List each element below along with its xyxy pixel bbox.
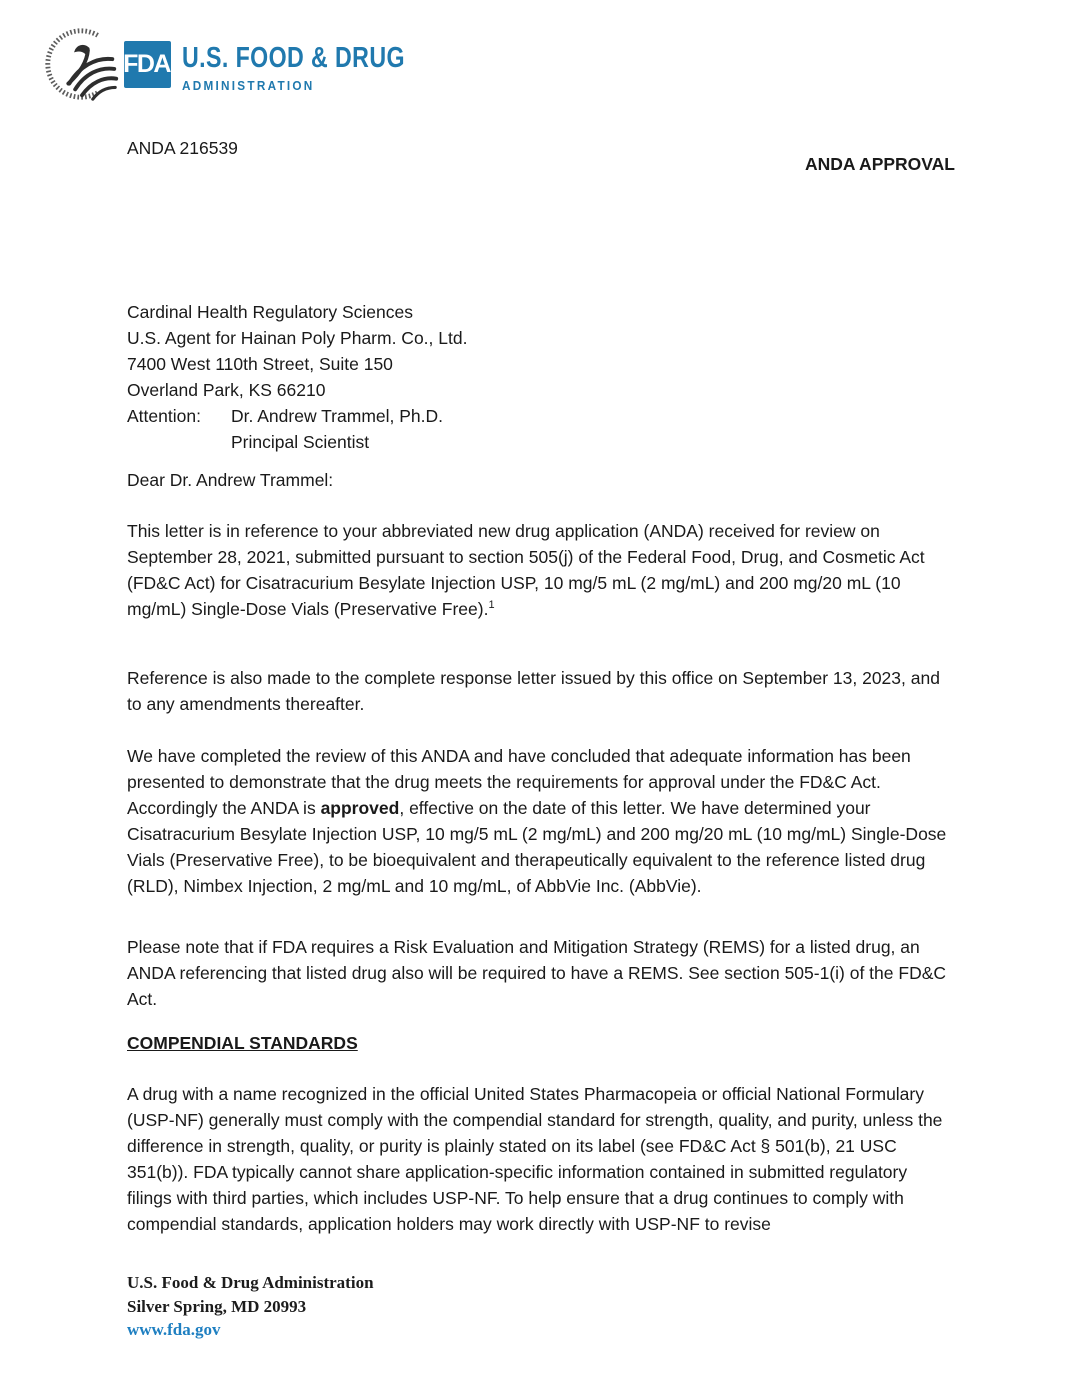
fda-logo-subtitle: ADMINISTRATION xyxy=(182,79,315,93)
attention-title-line xyxy=(127,429,951,455)
page-footer xyxy=(127,1271,374,1342)
hhs-seal-icon xyxy=(42,22,124,106)
paragraph-crl-reference: Reference is also made to the complete response letter issued by this office on September 13, 2023, and to any amendments thereafter. xyxy=(127,668,940,714)
attention-label: Attention: xyxy=(127,406,201,426)
address-line: Cardinal Health Regulatory Sciences xyxy=(127,302,413,322)
attention-name: Dr. Andrew Trammel, Ph.D. xyxy=(231,406,444,426)
paragraph-approval-statement xyxy=(127,743,951,899)
address-line: U.S. Agent for Hainan Poly Pharm. Co., Ltd. xyxy=(127,328,468,348)
address-line: 7400 West 110th Street, Suite 150 xyxy=(127,354,393,374)
footnote-reference: 1 xyxy=(488,599,495,612)
paragraph-text: This letter is in reference to your abbreviated new drug application (ANDA) received for review on September 28, 2021, submitted pursuant to section 505(j) of the Federal Food, Drug, and Cosmetic Act (FD&C Act) for Cisatracurium Besylate Injection USP, 10 mg/5 mL (2 mg/mL) and 200 mg/20 mL (10 mg/mL) Single-Dose Vials (Preservative Free). xyxy=(127,521,925,619)
paragraph-rems-note: Please note that if FDA requires a Risk Evaluation and Mitigation Strategy (REMS) for a listed drug, an ANDA referencing that listed drug also will be required to have a REMS. See section 505-1(i) of the FD&C Act. xyxy=(127,937,947,1009)
approval-heading: ANDA APPROVAL xyxy=(804,154,955,174)
paragraph-application-reference xyxy=(127,518,951,622)
salutation: Dear Dr. Andrew Trammel: xyxy=(127,470,334,490)
attention-title: Principal Scientist xyxy=(231,432,370,452)
anda-number: ANDA 216539 xyxy=(127,138,238,158)
paragraph-text: We have completed the review of this ANDA and have concluded that adequate information has been presented to demonstrate that the drug meets the requirements for approval under the FD&C Act. Accordingly the ANDA is xyxy=(127,746,911,818)
attention-line xyxy=(127,403,951,429)
fda-gov-link[interactable]: www.fda.gov xyxy=(127,1320,221,1339)
approved-emphasis: approved xyxy=(320,798,400,818)
fda-logo-square-icon: FDA xyxy=(124,41,171,88)
section-heading-compendial-standards: COMPENDIAL STANDARDS xyxy=(127,1033,358,1053)
address-line: Overland Park, KS 66210 xyxy=(127,380,326,400)
fda-logo-title: U.S. FOOD & DRUG xyxy=(182,42,405,74)
footer-agency-name: U.S. Food & Drug Administration xyxy=(127,1273,374,1292)
fda-logo xyxy=(124,41,461,93)
recipient-address xyxy=(127,299,951,455)
paragraph-compendial-standards: A drug with a name recognized in the official United States Pharmacopeia or official National Formulary (USP-NF) generally must comply with the compendial standard for strength, quality, and purity, unless the difference in strength, quality, or purity is plainly stated on its label (see FD&C Act § 501(b), 21 USC 351(b)). FDA typically cannot share application-specific information contained in submitted regulatory filings with third parties, which includes USP-NF. To help ensure that a drug continues to comply with compendial standards, application holders may work directly with USP-NF to revise xyxy=(127,1084,943,1234)
footer-address: Silver Spring, MD 20993 xyxy=(127,1296,307,1316)
paragraph-text: , effective on the date of this letter. We have determined your Cisatracurium Besylate Injection USP, 10 mg/5 mL (2 mg/mL) and 200 mg/20 mL (10 mg/mL) Single-Dose Vials (Preservative Free), to be bioequivalent and therapeutically equivalent to the reference listed drug (RLD), Nimbex Injection, 2 mg/mL and 10 mg/mL, of AbbVie Inc. (AbbVie). xyxy=(127,798,947,896)
